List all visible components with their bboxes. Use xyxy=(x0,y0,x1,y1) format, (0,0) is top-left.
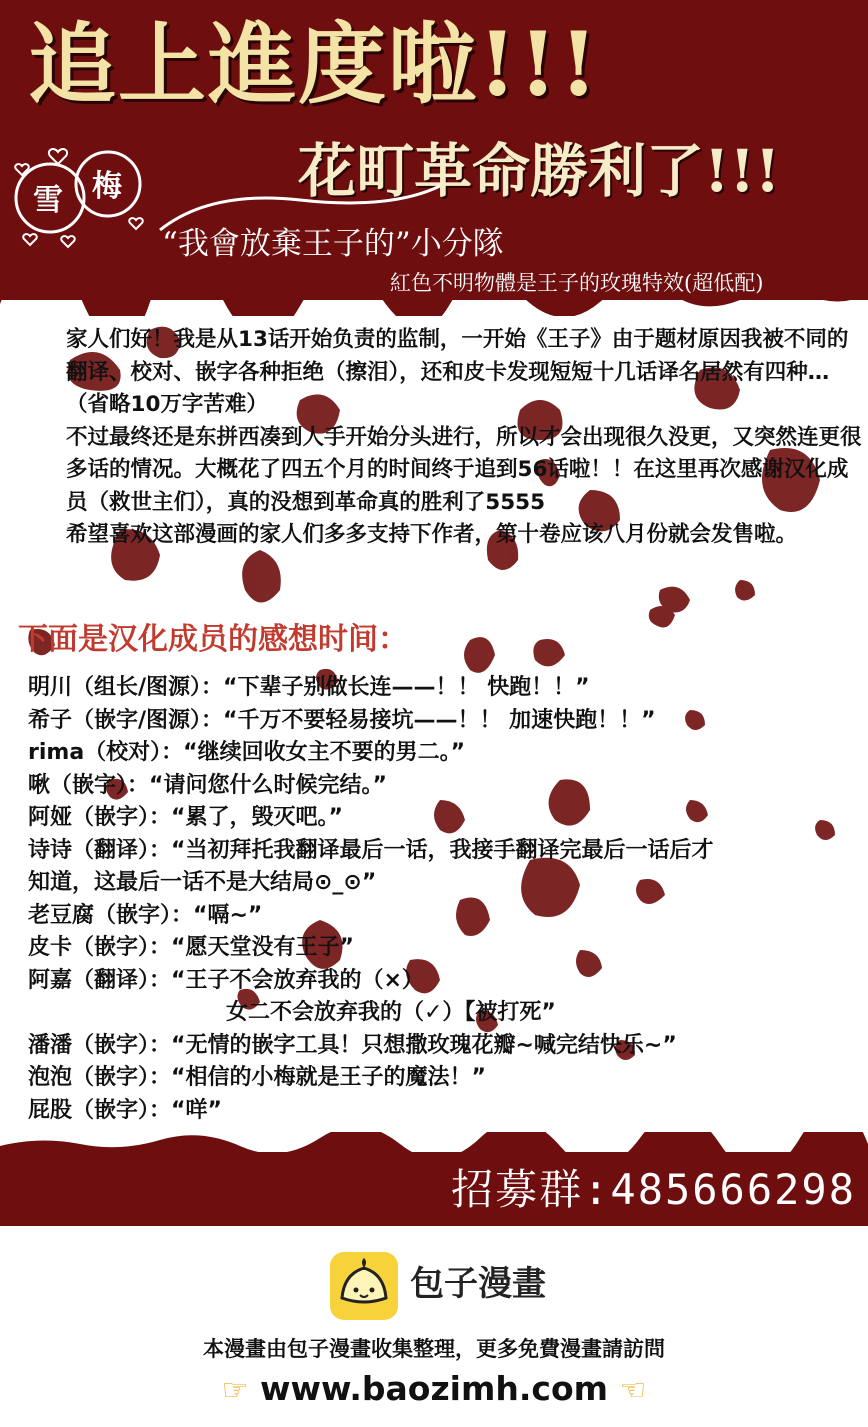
member-comments xyxy=(28,672,864,1127)
member-comment xyxy=(28,932,864,965)
rose-effect-note: 紅色不明物體是王子的玫瑰特效(超低配) xyxy=(390,271,764,295)
member-comment xyxy=(28,1062,864,1095)
site-name[interactable]: 包子漫畫 xyxy=(410,1264,546,1304)
heart-icon xyxy=(61,236,75,247)
member-name: 啾（嵌字）： xyxy=(28,772,150,798)
heart-icon xyxy=(129,218,143,229)
member-comment xyxy=(28,770,864,803)
heart-icon xyxy=(49,149,67,164)
member-comment xyxy=(28,900,864,933)
member-name: 希子（嵌字/图源）： xyxy=(28,707,224,733)
member-name: 皮卡（嵌字）： xyxy=(28,935,172,960)
member-name: rima（校对）： xyxy=(28,740,184,765)
member-comment xyxy=(28,1030,864,1063)
member-comment-continued xyxy=(28,997,864,1030)
member-name: 阿嘉（翻译）： xyxy=(28,967,172,993)
heart-icon xyxy=(23,234,37,245)
member-quote: 知道，这最后一话不是大结局⊙_⊙” xyxy=(28,870,377,895)
member-name: 屁股（嵌字）： xyxy=(28,1097,172,1123)
member-quote: 女二不会放弃我的（✓）【被打死” xyxy=(226,1000,556,1025)
member-quote: “王子不会放弃我的（×） xyxy=(171,967,424,993)
member-comment xyxy=(28,705,864,738)
member-comment xyxy=(28,802,864,835)
intro-paragraph: 不过最终还是东拼西凑到人手开始分头进行，所以才会出现很久没更，又突然连更很多话的情况。大概花了四五个月的时间终于追到56话啦！！在这里再次感谢汉化成员（救世主们），真的没想到革命真的胜利了5555 xyxy=(66,424,862,515)
member-quote: “嗝~” xyxy=(193,902,263,928)
intro-paragraph: 希望喜欢这部漫画的家人们多多支持下作者，第十卷应该八月份就会发售啦。 xyxy=(66,522,798,547)
member-quote: “累了，毁灭吧。” xyxy=(171,805,343,830)
baozi-logo-icon[interactable] xyxy=(330,1252,398,1320)
site-url[interactable]: www.baozimh.com xyxy=(260,1369,608,1408)
team-badge xyxy=(8,132,158,252)
recruit-group-number: 招募群:485666298 xyxy=(451,1165,856,1214)
member-quote: “无情的嵌字工具！只想撒玫瑰花瓣~喊完结快乐~” xyxy=(171,1032,677,1058)
intro-paragraph: 家人们好！我是从13话开始负责的监制，一开始《王子》由于题材原因我被不同的翻译、校对、嵌字各种拒绝（擦泪），还和皮卡发现短短十几话译名居然有四种…（省略10万字苦难） xyxy=(66,327,849,417)
member-quote: “下辈子别做长连——！！ 快跑！！” xyxy=(223,675,590,700)
team-tagline: “我會放棄王子的”小分隊 xyxy=(162,226,504,262)
member-comment xyxy=(28,1095,864,1128)
member-comment-continued xyxy=(28,867,864,900)
member-name: 泡泡（嵌字）： xyxy=(28,1065,172,1090)
member-name: 阿娅（嵌字）： xyxy=(28,805,172,830)
member-name: 明川（组长/图源）： xyxy=(28,675,224,700)
member-comment xyxy=(28,672,864,705)
member-quote: “咩” xyxy=(171,1097,222,1123)
pointing-left-hand-icon: ☜ xyxy=(619,1372,647,1408)
member-name: 老豆腐（嵌字）： xyxy=(28,902,194,928)
member-comment xyxy=(28,835,864,868)
member-quote: “千万不要轻易接坑——！！ 加速快跑！！” xyxy=(223,707,656,733)
member-name: 潘潘（嵌字）： xyxy=(28,1032,172,1058)
site-caption: 本漫畫由包子漫畫收集整理，更多免費漫畫請訪問 xyxy=(203,1337,665,1361)
pointing-right-hand-icon: ☞ xyxy=(221,1372,249,1408)
member-quote: “请问您什么时候完结。” xyxy=(149,772,387,798)
badge-char-plum: 梅 xyxy=(92,169,122,204)
badge-char-snow: 雪 xyxy=(33,183,63,218)
member-quote: “继续回收女主不要的男二。” xyxy=(183,740,466,765)
member-quote: “相信的小梅就是王子的魔法！” xyxy=(171,1065,486,1090)
member-quote: “当初拜托我翻译最后一话，我接手翻译完最后一话后才 xyxy=(171,837,714,863)
member-comment xyxy=(28,737,864,770)
page-subtitle: 花町革命勝利了!!! xyxy=(298,137,781,205)
intro-text xyxy=(16,324,862,552)
section-title: 下面是汉化成员的感想时间： xyxy=(18,622,408,657)
site-url-row xyxy=(0,1364,868,1416)
member-quote: “愿天堂没有王子” xyxy=(171,935,354,960)
member-comment xyxy=(28,965,864,998)
page-title: 追上進度啦!!! xyxy=(28,12,600,116)
member-name: 诗诗（翻译）： xyxy=(28,837,172,863)
